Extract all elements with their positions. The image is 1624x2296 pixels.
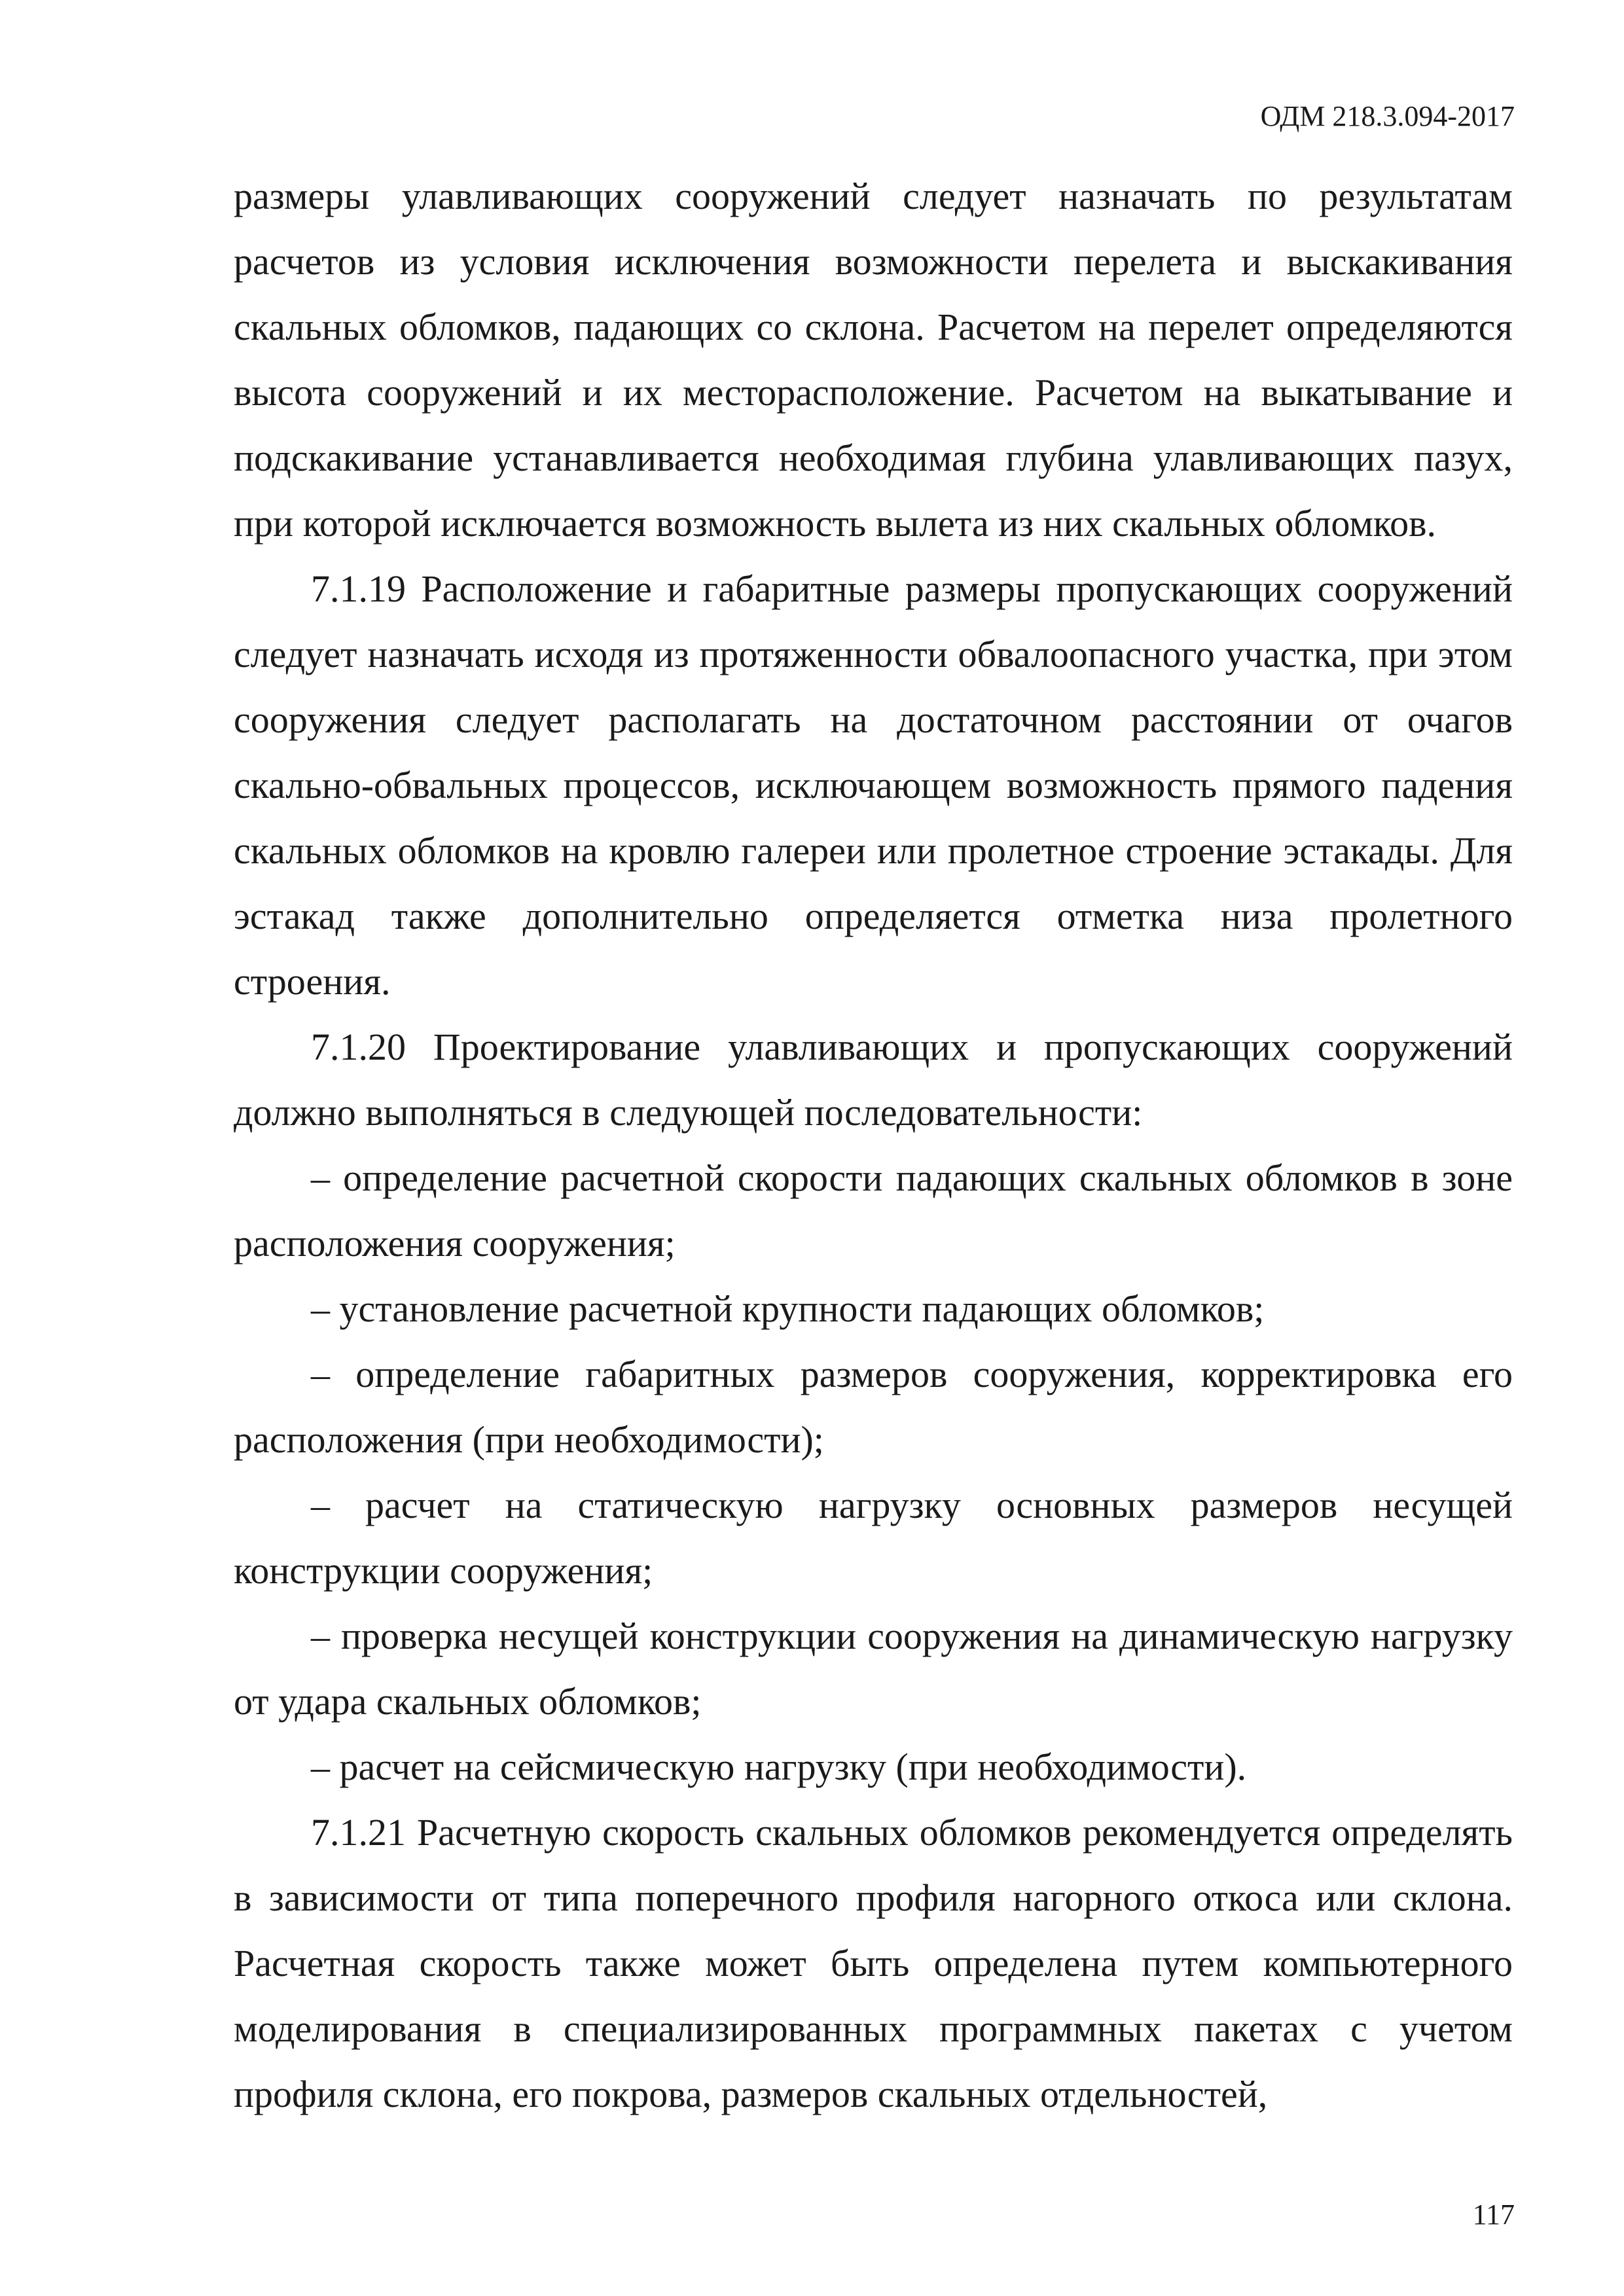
body-text	[234, 164, 1513, 2127]
list-item-dimensions: – определение габаритных размеров сооружения, корректировка его расположения (при необходимости);	[234, 1353, 1513, 1461]
list-item-speed: – определение расчетной скорости падающих скальных обломков в зоне расположения сооружения;	[234, 1157, 1513, 1265]
paragraph-7-1-21: 7.1.21 Расчетную скорость скальных обломков рекомендуется определять в зависимости от типа поперечного профиля нагорного откоса или склона. Расчетная скорость также может быть определена путем компьютерного моделирования в специализированных программных пакетах с учетом профиля склона, его покрова, размеров скальных отдельностей,	[234, 1811, 1513, 2115]
list-item-size: – установление расчетной крупности падающих обломков;	[311, 1287, 1265, 1330]
list-item-seismic-load: – расчет на сейсмическую нагрузку (при необходимости).	[311, 1746, 1247, 1788]
paragraph-continuation: размеры улавливающих сооружений следует назначать по результатам расчетов из условия исключения возможности перелета и выскакивания скальных обломков, падающих со склона. Расчетом на перелет определяются высота сооружений и их месторасположение. Расчетом на выкатывание и подскакивание устанавливается необходимая глубина улавливающих пазух, при которой исключается возможность вылета из них скальных обломков.	[234, 175, 1513, 545]
list-item-dynamic-load: – проверка несущей конструкции сооружения на динамическую нагрузку от удара скальных обломков;	[234, 1615, 1513, 1723]
page-number: 117	[1472, 2198, 1515, 2231]
paragraph-7-1-20: 7.1.20 Проектирование улавливающих и пропускающих сооружений должно выполняться в следующей последовательности:	[234, 1026, 1513, 1134]
document-code-header: ОДМ 218.3.094-2017	[1260, 100, 1515, 132]
paragraph-7-1-19: 7.1.19 Расположение и габаритные размеры пропускающих сооружений следует назначать исходя из протяженности обвалоопасного участка, при этом сооружения следует располагать на достаточном расстоянии от очагов скально-обвальных процессов, исключающем возможность прямого падения скальных обломков на кровлю галереи или пролетное строение эстакады. Для эстакад также дополнительно определяется отметка низа пролетного строения.	[234, 567, 1513, 1003]
list-item-static-load: – расчет на статическую нагрузку основных размеров несущей конструкции сооружения;	[234, 1484, 1513, 1592]
